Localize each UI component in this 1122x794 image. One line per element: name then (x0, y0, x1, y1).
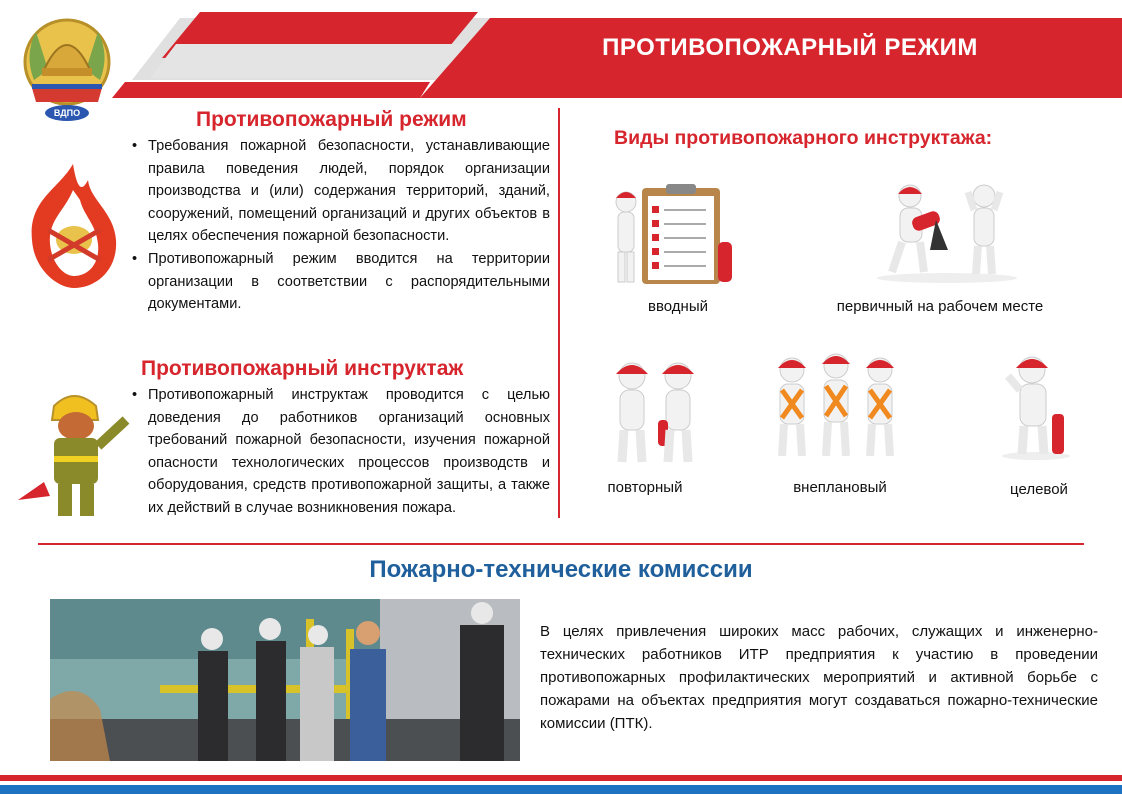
regime-bullet: • Противопожарный режим вводится на территории организации в соответствии с распорядительными документами. (128, 248, 550, 316)
footer-stripes (0, 775, 1122, 794)
type-caption-repeated: повторный (607, 479, 683, 496)
section-divider (38, 543, 1084, 545)
column-divider (558, 108, 560, 518)
emblem-text: ВДПО (53, 108, 81, 118)
type-caption-targeted: целевой (1010, 481, 1068, 498)
page-title: ПРОТИВОПОЖАРНЫЙ РЕЖИМ (602, 34, 978, 61)
two-firefighters-icon (604, 356, 708, 468)
firefighter-cartoon-icon (14, 386, 132, 526)
commissions-heading: Пожарно-технические комиссии (369, 556, 753, 583)
regime-list (128, 135, 550, 316)
three-firefighters-icon (770, 350, 902, 462)
instruction-list (128, 384, 550, 520)
flame-helmet-icon (18, 160, 128, 292)
regime-bullet: • Требования пожарной безопасности, устанавливающие правила поведения людей, порядок организации производства и (или) содержания территорий, зданий, сооружений, помещений организаций и других объектов в целях обеспечения пожарной безопасности. (128, 135, 550, 248)
clipboard-figure-icon (606, 182, 742, 288)
extinguisher-figures-icon (872, 180, 1022, 284)
type-caption-unscheduled: внеплановый (793, 479, 887, 496)
commissions-paragraph: В целях привлечения широких масс рабочих, служащих и инженерно-технических работников ИТР предприятия к участию в проведении противопожарных профилактических мероприятий и активной борьбе с пожарами на объектах предприятия могут создаваться пожарно-технические комиссии (ПТК). (540, 623, 1098, 732)
vdpo-emblem-logo (14, 10, 120, 128)
type-caption-primary: первичный на рабочем месте (836, 298, 1044, 315)
instruction-heading: Противопожарный инструктаж (141, 357, 464, 380)
instruction-bullet: • Противопожарный инструктаж проводится с целью доведения до работников организаций основных требований пожарной безопасности, изучения пожарной опасности технологических процессов производств и оборудования, средств противопожарной защиты, а также их действий в случае возникновения пожара. (128, 384, 550, 520)
firefighter-extinguisher-icon (996, 350, 1076, 462)
types-heading: Виды противопожарного инструктажа: (614, 127, 993, 149)
type-caption-intro: вводный (648, 298, 708, 315)
commission-inspection-photo (50, 599, 520, 761)
regime-heading: Противопожарный режим (196, 108, 467, 131)
